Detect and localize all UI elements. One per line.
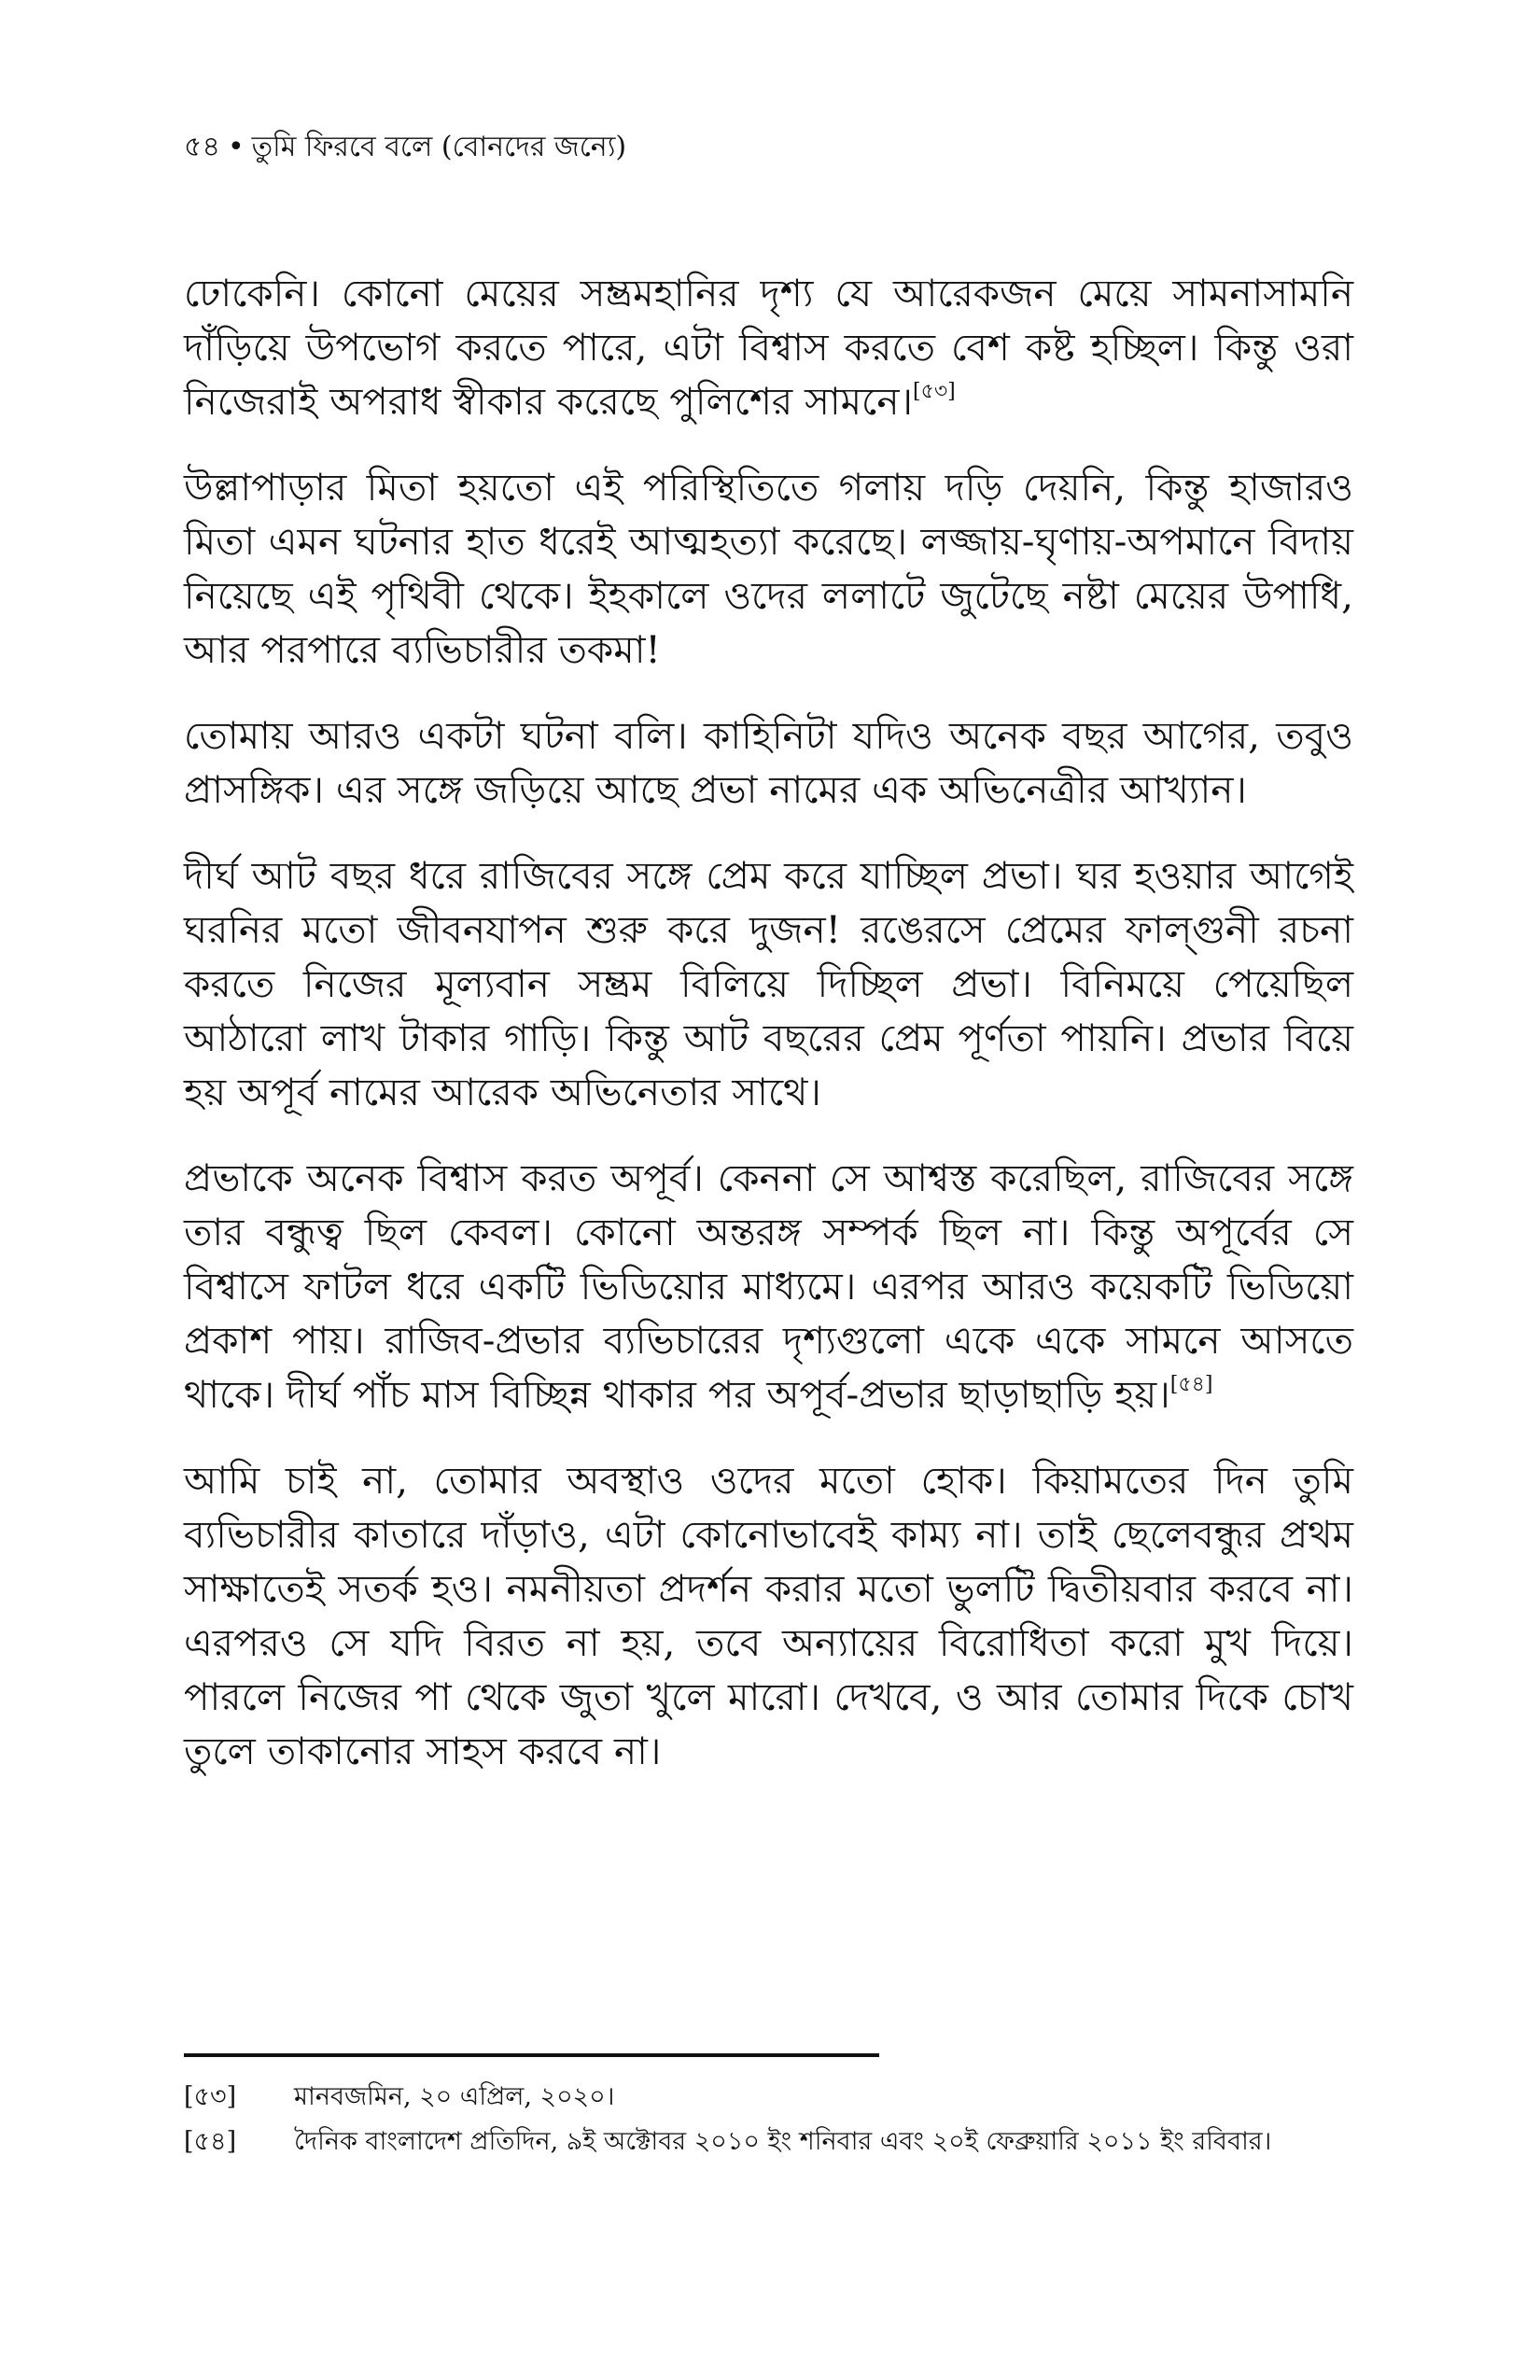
footnote-text: দৈনিক বাংলাদেশ প্রতিদিন, ৯ই অক্টোবর ২০১০ ইং শনিবার এবং ২০ই ফেব্রুয়ারি ২০১১ ইং রবিবার। — [294, 2127, 1272, 2156]
footnote-ref-53[interactable]: [৫৩] — [913, 380, 956, 403]
paragraph-text: তোমায় আরও একটা ঘটনা বলি। কাহিনিটা যদিও অনেক বছর আগের, তবুও প্রাসঙ্গিক। এর সঙ্গে জড়িয়ে আছে প্রভা নামের এক অভিনেত্রীর আখ্যান। — [184, 713, 1353, 812]
paragraph-text: উল্লাপাড়ার মিতা হয়তো এই পরিস্থিতিতে গলায় দড়ি দেয়নি, কিন্তু হাজারও মিতা এমন ঘটনার হাত ধরেই আত্মহত্যা করেছে। লজ্জায়-ঘৃণায়-অপমানে বিদায় নিয়েছে এই পৃথিবী থেকে। ইহকালে ওদের ললাটে জুটেছে নষ্টা মেয়ের উপাধি, আর পরপারে ব্যভিচারীর তকমা! — [184, 465, 1353, 672]
paragraph-2 — [184, 460, 1353, 677]
paragraph-6 — [184, 1453, 1353, 1778]
page-number: ৫৪ — [184, 131, 220, 163]
footnote-53 — [184, 2077, 1353, 2118]
footnote-number: [৫৪] — [184, 2127, 237, 2156]
paragraph-4 — [184, 848, 1353, 1119]
footnote-ref-54[interactable]: [৫৪] — [1169, 1373, 1213, 1396]
paragraph-5 — [184, 1151, 1353, 1421]
paragraph-text: আমি চাই না, তোমার অবস্থাও ওদের মতো হোক। কিয়ামতের দিন তুমি ব্যভিচারীর কাতারে দাঁড়াও, এটা কোনোভাবেই কাম্য না। তাই ছেলেবন্ধুর প্রথম সাক্ষাতেই সতর্ক হও। নমনীয়তা প্রদর্শন করার মতো ভুলটি দ্বিতীয়বার করবে না। এরপরও সে যদি বিরত না হয়, তবে অন্যায়ের বিরোধিতা করো মুখ দিয়ে। পারলে নিজের পা থেকে জুতা খুলে মারো। দেখবে, ও আর তোমার দিকে চোখ তুলে তাকানোর সাহস করবে না। — [184, 1458, 1353, 1773]
header-separator: • — [227, 131, 245, 163]
running-header — [184, 129, 626, 166]
paragraph-3 — [184, 708, 1353, 817]
paragraph-1 — [184, 266, 1353, 428]
book-title: তুমি ফিরবে বলে (বোনদের জন্যে) — [251, 131, 627, 163]
footnotes — [184, 2077, 1353, 2166]
paragraph-text: প্রভাকে অনেক বিশ্বাস করত অপূর্ব। কেননা সে আশ্বস্ত করেছিল, রাজিবের সঙ্গে তার বন্ধুত্ব ছিল কেবল। কোনো অন্তরঙ্গ সম্পর্ক ছিল না। কিন্তু অপূর্বের সে বিশ্বাসে ফাটল ধরে একটি ভিডিয়োর মাধ্যমে। এরপর আরও কয়েকটি ভিডিয়ো প্রকাশ পায়। রাজিব-প্রভার ব্যভিচারের দৃশ্যগুলো একে একে সামনে আসতে থাকে। দীর্ঘ পাঁচ মাস বিচ্ছিন্ন থাকার পর অপূর্ব-প্রভার ছাড়াছাড়ি হয়। — [184, 1155, 1353, 1417]
footnote-number: [৫৩] — [184, 2082, 237, 2111]
footnote-54 — [184, 2121, 1353, 2163]
footnote-text: মানবজমিন, ২০ এপ্রিল, ২০২০। — [294, 2082, 615, 2111]
paragraph-text: ঢোকেনি। কোনো মেয়ের সম্ভ্রমহানির দৃশ্য যে আরেকজন মেয়ে সামনাসামনি দাঁড়িয়ে উপভোগ করতে পারে, এটা বিশ্বাস করতে বেশ কষ্ট হচ্ছিল। কিন্তু ওরা নিজেরাই অপরাধ স্বীকার করেছে পুলিশের সামনে। — [184, 271, 1353, 424]
paragraph-text: দীর্ঘ আট বছর ধরে রাজিবের সঙ্গে প্রেম করে যাচ্ছিল প্রভা। ঘর হওয়ার আগেই ঘরনির মতো জীবনযাপন শুরু করে দুজন! রঙেরসে প্রেমের ফাল্গুনী রচনা করতে নিজের মূল্যবান সম্ভ্রম বিলিয়ে দিচ্ছিল প্রভা। বিনিময়ে পেয়েছিল আঠারো লাখ টাকার গাড়ি। কিন্তু আট বছরের প্রেম পূর্ণতা পায়নি। প্রভার বিয়ে হয় অপূর্ব নামের আরেক অভিনেতার সাথে। — [184, 853, 1353, 1114]
footnote-divider — [184, 2053, 879, 2057]
body-text — [184, 266, 1353, 1810]
